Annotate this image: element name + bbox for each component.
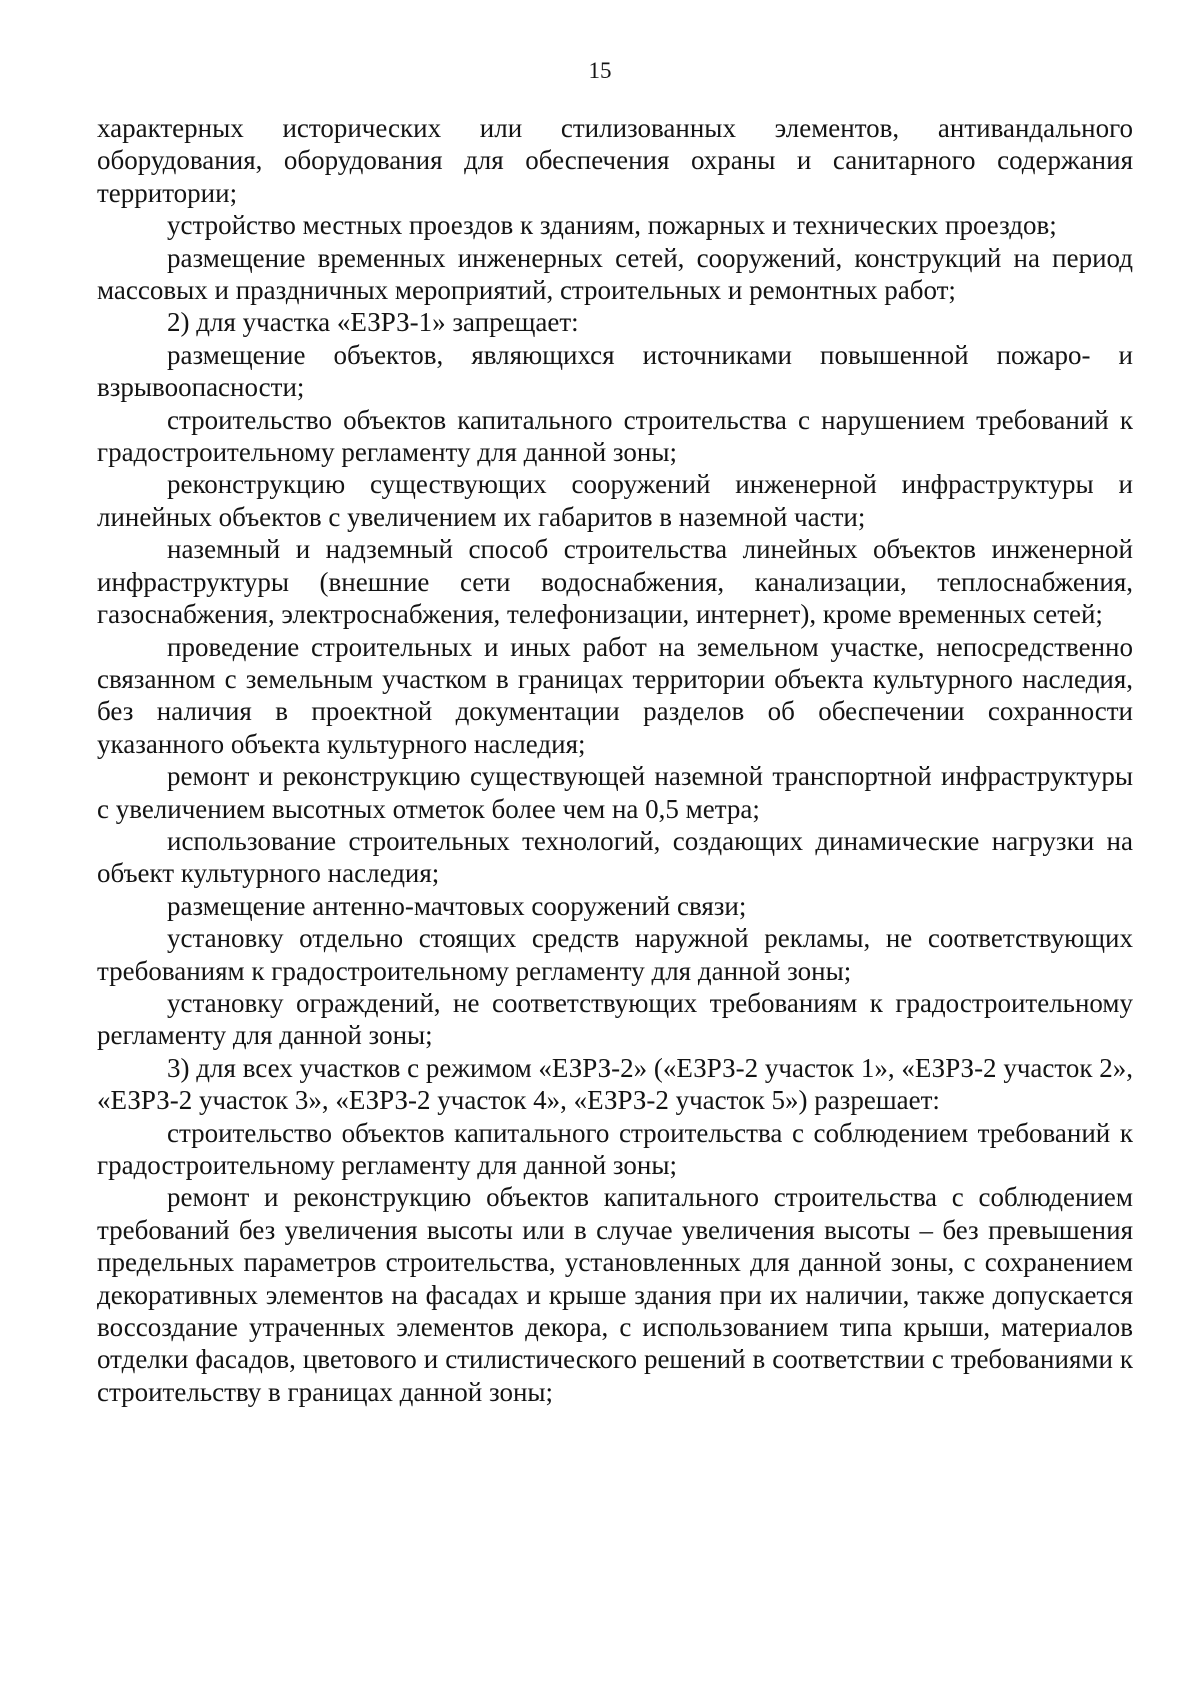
paragraph-10: ремонт и реконструкцию существующей наземной транспортной инфраструктуры с увеличением высотных отметок более чем на 0,5 метра; [97, 761, 1133, 824]
paragraph-12: размещение антенно-мачтовых сооружений связи; [167, 890, 747, 921]
paragraph-11: использование строительных технологий, создающих динамические нагрузки на объект культурного наследия; [97, 825, 1133, 889]
paragraph-3: размещение временных инженерных сетей, сооружений, конструкций на период массовых и праздничных мероприятий, строительных и ремонтных работ; [97, 242, 1133, 306]
paragraph-15: 3) для всех участков с режимом «ЕЗРЗ-2» («ЕЗРЗ-2 участок 1», «ЕЗРЗ-2 участок 2», «ЕЗРЗ-2 участок 3», «ЕЗРЗ-2 участок 4», «ЕЗРЗ-2 участок 5») разрешает: [97, 1052, 1133, 1116]
paragraph-16: строительство объектов капитального строительства с соблюдением требований к градостроительному регламенту для данной зоны; [97, 1117, 1133, 1180]
document-body [97, 112, 1133, 1408]
paragraph-14: установку ограждений, не соответствующих требованиям к градостроительному регламенту для данной зоны; [97, 987, 1133, 1051]
paragraph-1: характерных исторических или стилизованных элементов, антивандального оборудования, оборудования для обеспечения охраны и санитарного содержания территории; [97, 113, 1133, 208]
paragraph-17: ремонт и реконструкцию объектов капитального строительства с соблюдением требований без увеличения высоты или в случае увеличения высоты – без превышения предельных параметров строительства, установленных для данной зоны, с сохранением декоративных элементов на фасадах и крыше здания при их наличии, также допускается воссоздание утраченных элементов декора, с использованием типа крыши, материалов отделки фасадов, цветового и стилистического решений в соответствии с требованиями к строительству в границах данной зоны; [97, 1182, 1133, 1407]
paragraph-13: установку отдельно стоящих средств наружной рекламы, не соответствующих требованиям к градостроительному регламенту для данной зоны; [97, 923, 1133, 986]
paragraph-9: проведение строительных и иных работ на земельном участке, непосредственно связанном с земельным участком в границах территории объекта культурного наследия, без наличия в проектной документации разделов об обеспечении сохранности указанного объекта культурного наследия; [97, 631, 1133, 759]
page-number: 15 [588, 58, 612, 83]
paragraph-5: размещение объектов, являющихся источниками повышенной пожаро- и взрывоопасности; [97, 339, 1133, 403]
paragraph-7: реконструкцию существующих сооружений инженерной инфраструктуры и линейных объектов с увеличением их габаритов в наземной части; [97, 469, 1133, 532]
paragraph-4: 2) для участка «ЕЗРЗ-1» запрещает: [167, 307, 579, 338]
paragraph-8: наземный и надземный способ строительства линейных объектов инженерной инфраструктуры (внешние сети водоснабжения, канализации, теплоснабжения, газоснабжения, электроснабжения, телефонизации, интернет), кроме временных сетей; [97, 534, 1133, 630]
paragraph-6: строительство объектов капитального строительства с нарушением требований к градостроительному регламенту для данной зоны; [97, 404, 1133, 468]
paragraph-2: устройство местных проездов к зданиям, пожарных и технических проездов; [167, 210, 1057, 241]
